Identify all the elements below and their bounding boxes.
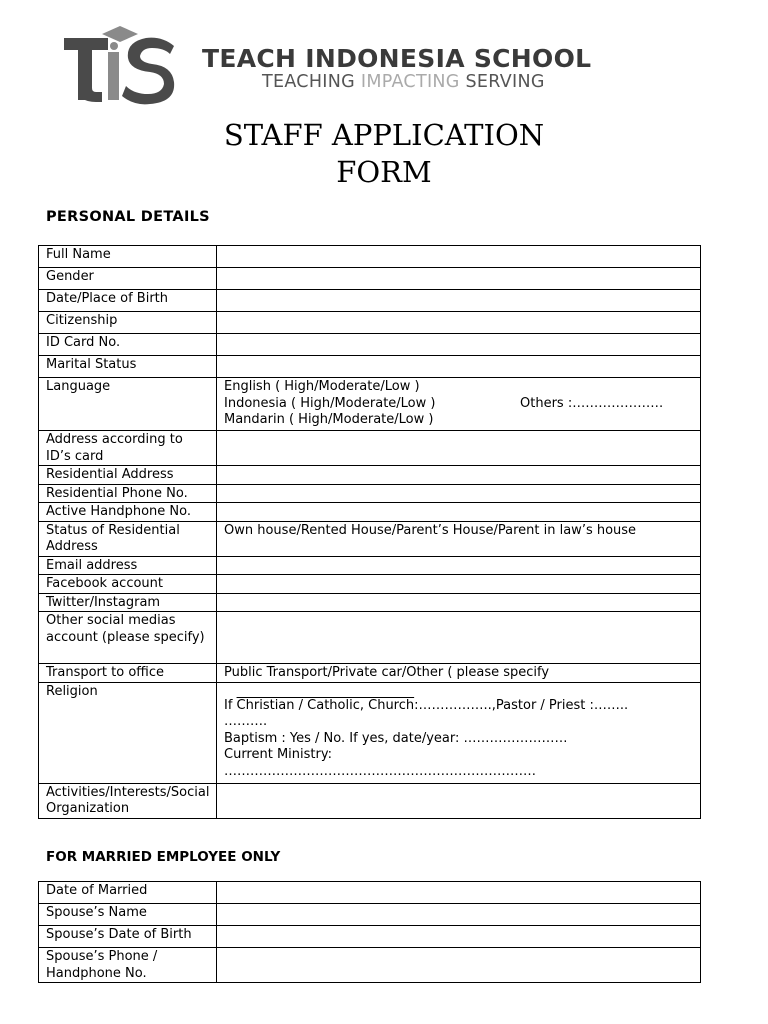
religion-ministry: Current Ministry:	[224, 747, 332, 762]
field-value-activities-interests-social-organization[interactable]	[217, 783, 701, 818]
table-row	[39, 484, 701, 503]
field-value-residential-address[interactable]	[217, 466, 701, 485]
field-label-citizenship: Citizenship	[39, 312, 217, 334]
field-label-marital-status: Marital Status	[39, 356, 217, 378]
married-employee-table	[38, 881, 701, 983]
language-indonesia-row	[224, 396, 694, 413]
field-label-full-name: Full Name	[39, 246, 217, 268]
field-label-facebook-account: Facebook account	[39, 575, 217, 594]
field-label-id-card-no: ID Card No.	[39, 334, 217, 356]
field-value-language[interactable]	[217, 378, 701, 431]
field-value-marital-status[interactable]	[217, 356, 701, 378]
field-value-citizenship[interactable]	[217, 312, 701, 334]
field-label-religion: Religion	[39, 682, 217, 783]
field-label-spouse-s-phone-handphone-no: Spouse’s Phone / Handphone No.	[39, 948, 217, 983]
field-label-active-handphone-no: Active Handphone No.	[39, 503, 217, 522]
table-row	[39, 682, 701, 783]
married-employee-heading: FOR MARRIED EMPLOYEE ONLY	[46, 849, 281, 865]
form-title-line2: FORM	[336, 155, 432, 189]
field-value-active-handphone-no[interactable]	[217, 503, 701, 522]
field-value-spouse-s-phone-handphone-no[interactable]	[217, 948, 701, 983]
field-value-transport-to-office[interactable]: Public Transport/Private car/Other ( please specify	[217, 664, 701, 683]
field-value-other-social-medias-account-please-specify[interactable]	[217, 612, 701, 664]
table-row	[39, 268, 701, 290]
form-title	[0, 117, 768, 191]
field-value-status-of-residential-address[interactable]: Own house/Rented House/Parent’s House/Parent in law’s house	[217, 521, 701, 556]
religion-dots: ……….	[224, 714, 268, 729]
table-row	[39, 312, 701, 334]
table-row	[39, 664, 701, 683]
field-value-date-of-married[interactable]	[217, 882, 701, 904]
table-row	[39, 290, 701, 312]
field-label-address-according-to-id-s-card: Address according to ID’s card	[39, 431, 217, 466]
field-label-date-place-of-birth: Date/Place of Birth	[39, 290, 217, 312]
table-row	[39, 503, 701, 522]
field-label-residential-phone-no: Residential Phone No.	[39, 484, 217, 503]
tagline-teaching: TEACHING	[262, 72, 361, 92]
field-value-email-address[interactable]	[217, 556, 701, 575]
religion-church-line	[224, 698, 694, 715]
tagline-impacting: IMPACTING	[360, 72, 460, 92]
school-header	[62, 18, 702, 108]
field-value-twitter-instagram[interactable]	[217, 593, 701, 612]
field-value-id-card-no[interactable]	[217, 334, 701, 356]
school-logo-icon	[62, 18, 180, 106]
field-value-full-name[interactable]	[217, 246, 701, 268]
table-row	[39, 378, 701, 431]
field-label-twitter-instagram: Twitter/Instagram	[39, 593, 217, 612]
table-row	[39, 246, 701, 268]
field-value-facebook-account[interactable]	[217, 575, 701, 594]
field-value-date-place-of-birth[interactable]	[217, 290, 701, 312]
table-row	[39, 466, 701, 485]
table-row	[39, 593, 701, 612]
field-label-activities-interests-social-organization: Activities/Interests/Social Organization	[39, 783, 217, 818]
language-others: Others :…………………	[520, 395, 664, 411]
field-value-gender[interactable]	[217, 268, 701, 290]
table-row	[39, 783, 701, 818]
field-label-transport-to-office: Transport to office	[39, 664, 217, 683]
school-tagline	[262, 72, 545, 92]
personal-details-table	[38, 245, 701, 819]
religion-baptism: Baptism : Yes / No. If yes, date/year: ……………………	[224, 730, 568, 746]
language-indonesia: Indonesia ( High/Moderate/Low )	[224, 395, 436, 411]
field-value-spouse-s-name[interactable]	[217, 904, 701, 926]
field-value-residential-phone-no[interactable]	[217, 484, 701, 503]
field-label-gender: Gender	[39, 268, 217, 290]
table-row	[39, 948, 701, 983]
field-label-spouse-s-name: Spouse’s Name	[39, 904, 217, 926]
religion-church-label: Christian / Catholic, Church	[236, 697, 415, 713]
table-row	[39, 904, 701, 926]
table-row	[39, 521, 701, 556]
table-row	[39, 612, 701, 664]
table-row	[39, 356, 701, 378]
religion-if: If	[224, 697, 237, 713]
school-name: TEACH INDONESIA SCHOOL	[202, 44, 592, 73]
field-label-other-social-medias-account-please-specify: Other social medias account (please specify)	[39, 612, 217, 664]
language-mandarin: Mandarin ( High/Moderate/Low )	[224, 412, 434, 427]
field-value-spouse-s-date-of-birth[interactable]	[217, 926, 701, 948]
language-english: English ( High/Moderate/Low )	[224, 379, 420, 394]
table-row	[39, 556, 701, 575]
table-row	[39, 926, 701, 948]
field-label-email-address: Email address	[39, 556, 217, 575]
table-row	[39, 575, 701, 594]
field-value-religion[interactable]	[217, 682, 701, 783]
field-label-language: Language	[39, 378, 217, 431]
field-label-status-of-residential-address: Status of Residential Address	[39, 521, 217, 556]
form-title-line1: STAFF APPLICATION	[223, 118, 545, 152]
field-value-address-according-to-id-s-card[interactable]	[217, 431, 701, 466]
table-row	[39, 334, 701, 356]
personal-details-heading: PERSONAL DETAILS	[46, 209, 210, 225]
religion-pastor: :……………..,Pastor / Priest :……..	[414, 697, 629, 713]
field-label-spouse-s-date-of-birth: Spouse’s Date of Birth	[39, 926, 217, 948]
field-label-date-of-married: Date of Married	[39, 882, 217, 904]
field-label-residential-address: Residential Address	[39, 466, 217, 485]
tagline-serving: SERVING	[459, 72, 545, 92]
table-row	[39, 882, 701, 904]
religion-ministry-dots: ………………………………………………………………	[224, 763, 536, 779]
table-row	[39, 431, 701, 466]
